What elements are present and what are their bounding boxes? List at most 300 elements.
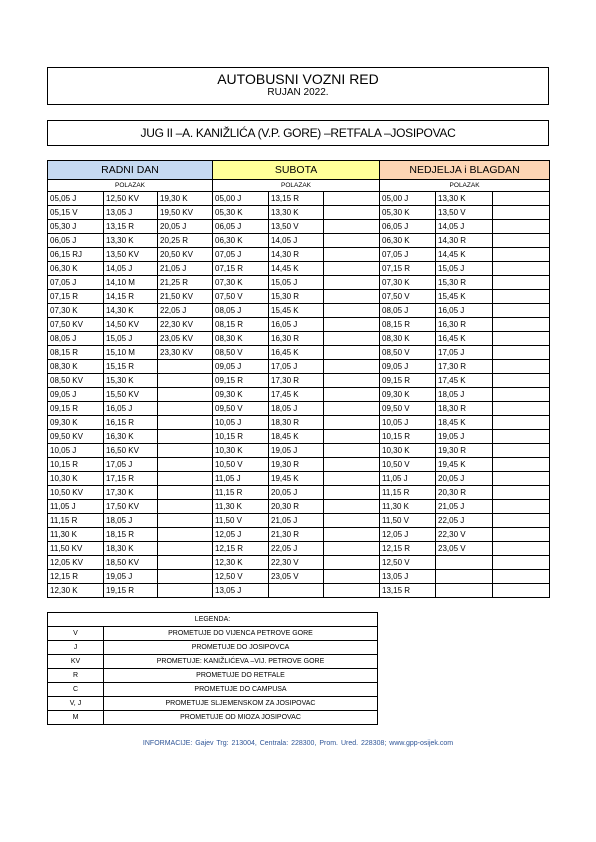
departure-cell [324, 304, 380, 318]
departure-cell [493, 248, 550, 262]
departure-cell [158, 374, 213, 388]
legend-text: PROMETUJE DO JOSIPOVCA [104, 641, 378, 655]
departure-cell: 05,30 K [380, 206, 436, 220]
departure-cell [436, 570, 493, 584]
departure-cell [158, 416, 213, 430]
legend-row [48, 711, 378, 725]
legend-title: LEGENDA: [48, 613, 378, 627]
departure-cell [324, 500, 380, 514]
departure-cell: 10,05 J [213, 416, 269, 430]
departure-cell [436, 584, 493, 598]
title-box [47, 67, 549, 105]
departure-cell [324, 472, 380, 486]
departure-cell [324, 556, 380, 570]
departure-cell: 16,05 J [269, 318, 324, 332]
departure-cell [158, 458, 213, 472]
departure-cell: 14,45 K [436, 248, 493, 262]
departure-cell: 23,05 V [436, 542, 493, 556]
legend-row [48, 627, 378, 641]
departure-cell [158, 360, 213, 374]
departure-cell [324, 542, 380, 556]
departure-cell: 17,30 K [104, 486, 158, 500]
departure-cell [493, 388, 550, 402]
departure-cell: 16,45 K [436, 332, 493, 346]
table-row [48, 192, 550, 206]
departure-cell: 11,15 R [380, 486, 436, 500]
departure-cell: 13,15 R [269, 192, 324, 206]
departure-cell: 09,15 R [48, 402, 104, 416]
legend-row [48, 669, 378, 683]
departure-cell: 13,30 K [436, 192, 493, 206]
departure-cell: 20,05 J [158, 220, 213, 234]
departure-cell [324, 402, 380, 416]
departure-cell [324, 374, 380, 388]
departure-cell [493, 542, 550, 556]
departure-cell: 17,05 J [104, 458, 158, 472]
departure-cell: 13,50 KV [104, 248, 158, 262]
departure-cell: 20,05 J [269, 486, 324, 500]
departure-cell: 18,05 J [104, 514, 158, 528]
departure-cell: 06,30 K [48, 262, 104, 276]
departure-cell: 20,30 R [436, 486, 493, 500]
page-title: AUTOBUSNI VOZNI RED [217, 71, 379, 87]
departure-cell: 11,50 KV [48, 542, 104, 556]
departure-cell [324, 360, 380, 374]
departure-cell: 07,50 V [213, 290, 269, 304]
departure-cell: 22,05 J [269, 542, 324, 556]
departure-cell: 07,05 J [48, 276, 104, 290]
legend-row [48, 655, 378, 669]
departure-cell: 09,05 J [48, 388, 104, 402]
departure-cell: 05,15 V [48, 206, 104, 220]
departure-cell: 06,30 K [213, 234, 269, 248]
departure-cell: 21,05 J [158, 262, 213, 276]
legend-code: R [48, 669, 104, 683]
departure-cell [493, 374, 550, 388]
departure-cell: 08,05 J [213, 304, 269, 318]
departure-cell [158, 514, 213, 528]
departure-cell: 08,30 K [48, 360, 104, 374]
departure-cell: 17,05 J [436, 346, 493, 360]
departure-cell [493, 192, 550, 206]
departure-cell [436, 556, 493, 570]
departure-cell: 12,15 R [213, 542, 269, 556]
departure-cell [324, 584, 380, 598]
departure-cell [493, 304, 550, 318]
departure-cell [324, 206, 380, 220]
departure-cell [324, 570, 380, 584]
table-row [48, 206, 550, 220]
departure-cell: 12,50 KV [104, 192, 158, 206]
departure-cell: 13,15 R [380, 584, 436, 598]
departure-cell: 16,50 KV [104, 444, 158, 458]
table-row [48, 444, 550, 458]
legend-row [48, 641, 378, 655]
departure-cell [324, 346, 380, 360]
departure-cell: 06,30 K [380, 234, 436, 248]
table-row [48, 416, 550, 430]
departure-cell [493, 206, 550, 220]
departure-cell [158, 542, 213, 556]
departure-cell [324, 248, 380, 262]
departure-cell: 09,50 V [380, 402, 436, 416]
departure-cell: 10,50 KV [48, 486, 104, 500]
departure-cell [493, 346, 550, 360]
departure-cell: 07,30 K [380, 276, 436, 290]
table-row [48, 402, 550, 416]
departure-cell: 10,05 J [48, 444, 104, 458]
departure-cell [493, 556, 550, 570]
departure-cell: 20,50 KV [158, 248, 213, 262]
departure-cell [324, 388, 380, 402]
departure-cell [324, 528, 380, 542]
departure-cell: 12,05 J [213, 528, 269, 542]
departure-cell: 14,30 K [104, 304, 158, 318]
table-row [48, 570, 550, 584]
departure-cell: 23,05 V [269, 570, 324, 584]
departure-cell: 10,30 K [380, 444, 436, 458]
departure-cell: 20,30 R [269, 500, 324, 514]
departure-cell: 05,00 J [380, 192, 436, 206]
departure-cell: 05,05 J [48, 192, 104, 206]
departure-cell: 14,05 J [104, 262, 158, 276]
table-row [48, 542, 550, 556]
legend-row [48, 697, 378, 711]
departure-cell: 18,05 J [269, 402, 324, 416]
departure-cell [324, 276, 380, 290]
departure-cell: 09,30 K [380, 388, 436, 402]
departure-cell: 12,15 R [48, 570, 104, 584]
departure-label-nedjelja: POLAZAK [380, 180, 550, 192]
departure-cell: 18,15 R [104, 528, 158, 542]
departure-cell: 22,05 J [436, 514, 493, 528]
table-row [48, 276, 550, 290]
departure-cell: 16,30 K [104, 430, 158, 444]
departure-cell: 11,50 V [380, 514, 436, 528]
departure-cell: 05,30 J [48, 220, 104, 234]
departure-cell: 09,15 R [380, 374, 436, 388]
departure-cell: 15,30 R [436, 276, 493, 290]
departure-cell: 17,15 R [104, 472, 158, 486]
timetable-body [48, 192, 550, 598]
departure-cell: 13,15 R [104, 220, 158, 234]
departure-cell: 08,50 V [380, 346, 436, 360]
departure-cell: 15,15 R [104, 360, 158, 374]
departure-cell [324, 262, 380, 276]
departure-cell: 11,05 J [213, 472, 269, 486]
departure-cell [493, 500, 550, 514]
departure-cell: 13,05 J [380, 570, 436, 584]
departure-cell [493, 220, 550, 234]
table-row [48, 500, 550, 514]
table-row [48, 360, 550, 374]
departure-cell: 10,15 R [380, 430, 436, 444]
departure-cell [158, 430, 213, 444]
table-row [48, 332, 550, 346]
departure-cell: 12,05 KV [48, 556, 104, 570]
departure-cell [158, 500, 213, 514]
table-row [48, 374, 550, 388]
departure-cell [493, 584, 550, 598]
departure-cell [493, 444, 550, 458]
departure-cell: 17,05 J [269, 360, 324, 374]
legend-text: PROMETUJE DO RETFALE [104, 669, 378, 683]
departure-cell: 21,05 J [436, 500, 493, 514]
table-row [48, 262, 550, 276]
legend-code: V [48, 627, 104, 641]
departure-cell: 16,05 J [104, 402, 158, 416]
table-row [48, 220, 550, 234]
departure-cell: 23,05 KV [158, 332, 213, 346]
departure-cell: 06,15 RJ [48, 248, 104, 262]
departure-cell: 22,30 V [269, 556, 324, 570]
departure-cell [324, 416, 380, 430]
departure-cell: 08,05 J [380, 304, 436, 318]
departure-cell: 19,05 J [269, 444, 324, 458]
table-row [48, 234, 550, 248]
table-row [48, 430, 550, 444]
departure-cell: 08,30 K [380, 332, 436, 346]
legend-text: PROMETUJE DO CAMPUSA [104, 683, 378, 697]
departure-cell: 11,30 K [380, 500, 436, 514]
departure-cell: 08,05 J [48, 332, 104, 346]
legend-text: PROMETUJE: KANIŽLIĆEVA –VIJ. PETROVE GORE [104, 655, 378, 669]
departure-cell [269, 584, 324, 598]
table-row [48, 304, 550, 318]
departure-cell [493, 430, 550, 444]
departure-cell: 21,30 R [269, 528, 324, 542]
departure-cell: 07,15 R [213, 262, 269, 276]
departure-cell: 21,25 R [158, 276, 213, 290]
departure-cell: 17,30 R [436, 360, 493, 374]
departure-cell: 09,15 R [213, 374, 269, 388]
departure-cell: 11,30 K [48, 528, 104, 542]
departure-cell: 09,30 K [48, 416, 104, 430]
table-row [48, 528, 550, 542]
departure-cell: 10,15 R [48, 458, 104, 472]
departure-cell: 11,15 R [213, 486, 269, 500]
departure-cell: 11,30 K [213, 500, 269, 514]
departure-cell: 10,15 R [213, 430, 269, 444]
departure-cell [158, 528, 213, 542]
departure-cell: 22,30 V [436, 528, 493, 542]
departure-cell [158, 472, 213, 486]
departure-cell [493, 290, 550, 304]
departure-label-subota: POLAZAK [213, 180, 380, 192]
departure-cell: 09,30 K [213, 388, 269, 402]
footer-info: INFORMACIJE: Gajev Trg: 213004, Centrala: 228300, Prom. Ured. 228308; www.gpp-osijek.com [142, 740, 454, 747]
departure-cell: 16,45 K [269, 346, 324, 360]
departure-cell: 10,05 J [380, 416, 436, 430]
departure-cell [324, 234, 380, 248]
legend-text: PROMETUJE OD MIOZA JOSIPOVAC [104, 711, 378, 725]
departure-cell: 14,45 K [269, 262, 324, 276]
departure-cell: 07,05 J [380, 248, 436, 262]
departure-cell: 11,05 J [48, 500, 104, 514]
departure-cell: 18,30 R [436, 402, 493, 416]
legend-text: PROMETUJE SLJEMENSKOM ZA JOSIPOVAC [104, 697, 378, 711]
departure-cell: 19,05 J [104, 570, 158, 584]
departure-cell [158, 402, 213, 416]
departure-cell: 17,45 K [436, 374, 493, 388]
legend-code: KV [48, 655, 104, 669]
departure-cell: 15,05 J [436, 262, 493, 276]
departure-cell: 19,05 J [436, 430, 493, 444]
departure-cell: 13,50 V [269, 220, 324, 234]
departure-cell: 07,50 KV [48, 318, 104, 332]
departure-cell: 07,15 R [48, 290, 104, 304]
departure-cell: 11,05 J [380, 472, 436, 486]
departure-cell [324, 486, 380, 500]
table-row [48, 388, 550, 402]
departure-cell: 07,05 J [213, 248, 269, 262]
departure-cell: 16,05 J [436, 304, 493, 318]
departure-cell: 15,05 J [104, 332, 158, 346]
departure-cell [493, 416, 550, 430]
table-row [48, 290, 550, 304]
departure-cell [493, 318, 550, 332]
departure-cell: 15,30 R [269, 290, 324, 304]
departure-cell [324, 332, 380, 346]
departure-cell: 10,50 V [380, 458, 436, 472]
departure-cell: 08,15 R [48, 346, 104, 360]
legend-body [48, 627, 378, 725]
page-subtitle: RUJAN 2022. [267, 87, 329, 98]
departure-cell [158, 584, 213, 598]
departure-cell: 15,05 J [269, 276, 324, 290]
departure-cell: 17,45 K [269, 388, 324, 402]
departure-cell: 05,30 K [213, 206, 269, 220]
departure-cell: 14,05 J [436, 220, 493, 234]
departure-cell: 22,30 KV [158, 318, 213, 332]
departure-cell [158, 570, 213, 584]
departure-cell: 12,50 V [213, 570, 269, 584]
departure-cell: 19,30 K [158, 192, 213, 206]
departure-cell [493, 276, 550, 290]
departure-cell: 18,05 J [436, 388, 493, 402]
departure-cell [324, 220, 380, 234]
departure-cell [493, 472, 550, 486]
departure-cell: 07,30 K [213, 276, 269, 290]
departure-cell: 19,30 R [269, 458, 324, 472]
table-row [48, 486, 550, 500]
departure-cell: 18,45 K [269, 430, 324, 444]
departure-cell: 11,15 R [48, 514, 104, 528]
departure-cell: 19,50 KV [158, 206, 213, 220]
table-row [48, 248, 550, 262]
departure-cell: 22,05 J [158, 304, 213, 318]
departure-cell: 17,30 R [269, 374, 324, 388]
departure-cell: 23,30 KV [158, 346, 213, 360]
departure-cell: 17,50 KV [104, 500, 158, 514]
departure-cell: 12,50 V [380, 556, 436, 570]
departure-cell: 16,30 R [269, 332, 324, 346]
departure-cell: 08,15 R [380, 318, 436, 332]
departure-cell: 11,50 V [213, 514, 269, 528]
departure-cell: 10,30 K [48, 472, 104, 486]
departure-cell [493, 458, 550, 472]
departure-cell: 13,05 J [104, 206, 158, 220]
departure-cell [493, 570, 550, 584]
departure-cell: 13,30 K [269, 206, 324, 220]
departure-cell: 12,05 J [380, 528, 436, 542]
table-row [48, 514, 550, 528]
departure-cell: 05,00 J [213, 192, 269, 206]
departure-cell: 21,50 KV [158, 290, 213, 304]
legend-text: PROMETUJE DO VIJENCA PETROVE GORE [104, 627, 378, 641]
timetable [47, 160, 550, 598]
departure-cell: 09,50 KV [48, 430, 104, 444]
departure-cell [493, 402, 550, 416]
departure-cell: 20,05 J [436, 472, 493, 486]
departure-cell: 14,30 R [269, 248, 324, 262]
route-name: JUG II –A. KANIŽLIĆA (V.P. GORE) –RETFALA –JOSIPOVAC [47, 120, 549, 146]
section-header-radni-dan: RADNI DAN [48, 161, 213, 180]
departure-cell: 16,15 R [104, 416, 158, 430]
departure-cell: 07,30 K [48, 304, 104, 318]
departure-cell: 19,30 R [436, 444, 493, 458]
departure-cell: 15,50 KV [104, 388, 158, 402]
departure-cell [493, 486, 550, 500]
departure-cell: 06,05 J [48, 234, 104, 248]
section-header-nedjelja: NEDJELJA i BLAGDAN [380, 161, 550, 180]
departure-cell [493, 332, 550, 346]
departure-cell: 18,50 KV [104, 556, 158, 570]
table-row [48, 556, 550, 570]
departure-cell [324, 430, 380, 444]
departure-cell: 10,50 V [213, 458, 269, 472]
departure-cell [158, 444, 213, 458]
departure-cell: 07,15 R [380, 262, 436, 276]
departure-cell: 15,10 M [104, 346, 158, 360]
departure-cell: 09,50 V [213, 402, 269, 416]
departure-cell: 14,10 M [104, 276, 158, 290]
departure-cell: 20,25 R [158, 234, 213, 248]
departure-cell: 08,50 KV [48, 374, 104, 388]
departure-cell: 06,05 J [380, 220, 436, 234]
departure-cell [324, 192, 380, 206]
departure-cell: 19,15 R [104, 584, 158, 598]
departure-cell: 15,30 K [104, 374, 158, 388]
departure-label-radni-dan: POLAZAK [48, 180, 213, 192]
departure-cell: 13,50 V [436, 206, 493, 220]
departure-cell: 15,45 K [436, 290, 493, 304]
departure-cell [324, 444, 380, 458]
table-row [48, 458, 550, 472]
departure-cell [324, 458, 380, 472]
legend-code: C [48, 683, 104, 697]
departure-cell: 08,30 K [213, 332, 269, 346]
departure-cell: 14,05 J [269, 234, 324, 248]
departure-cell: 19,45 K [436, 458, 493, 472]
departure-cell: 15,45 K [269, 304, 324, 318]
departure-cell [324, 318, 380, 332]
departure-cell [493, 528, 550, 542]
legend-code: M [48, 711, 104, 725]
departure-cell: 12,30 K [48, 584, 104, 598]
departure-cell [158, 556, 213, 570]
departure-cell: 16,30 R [436, 318, 493, 332]
legend-table [47, 612, 378, 725]
departure-cell: 18,30 R [269, 416, 324, 430]
departure-cell: 18,45 K [436, 416, 493, 430]
departure-cell: 08,50 V [213, 346, 269, 360]
table-row [48, 472, 550, 486]
departure-cell: 21,05 J [269, 514, 324, 528]
departure-cell [158, 486, 213, 500]
departure-cell: 19,45 K [269, 472, 324, 486]
table-row [48, 318, 550, 332]
